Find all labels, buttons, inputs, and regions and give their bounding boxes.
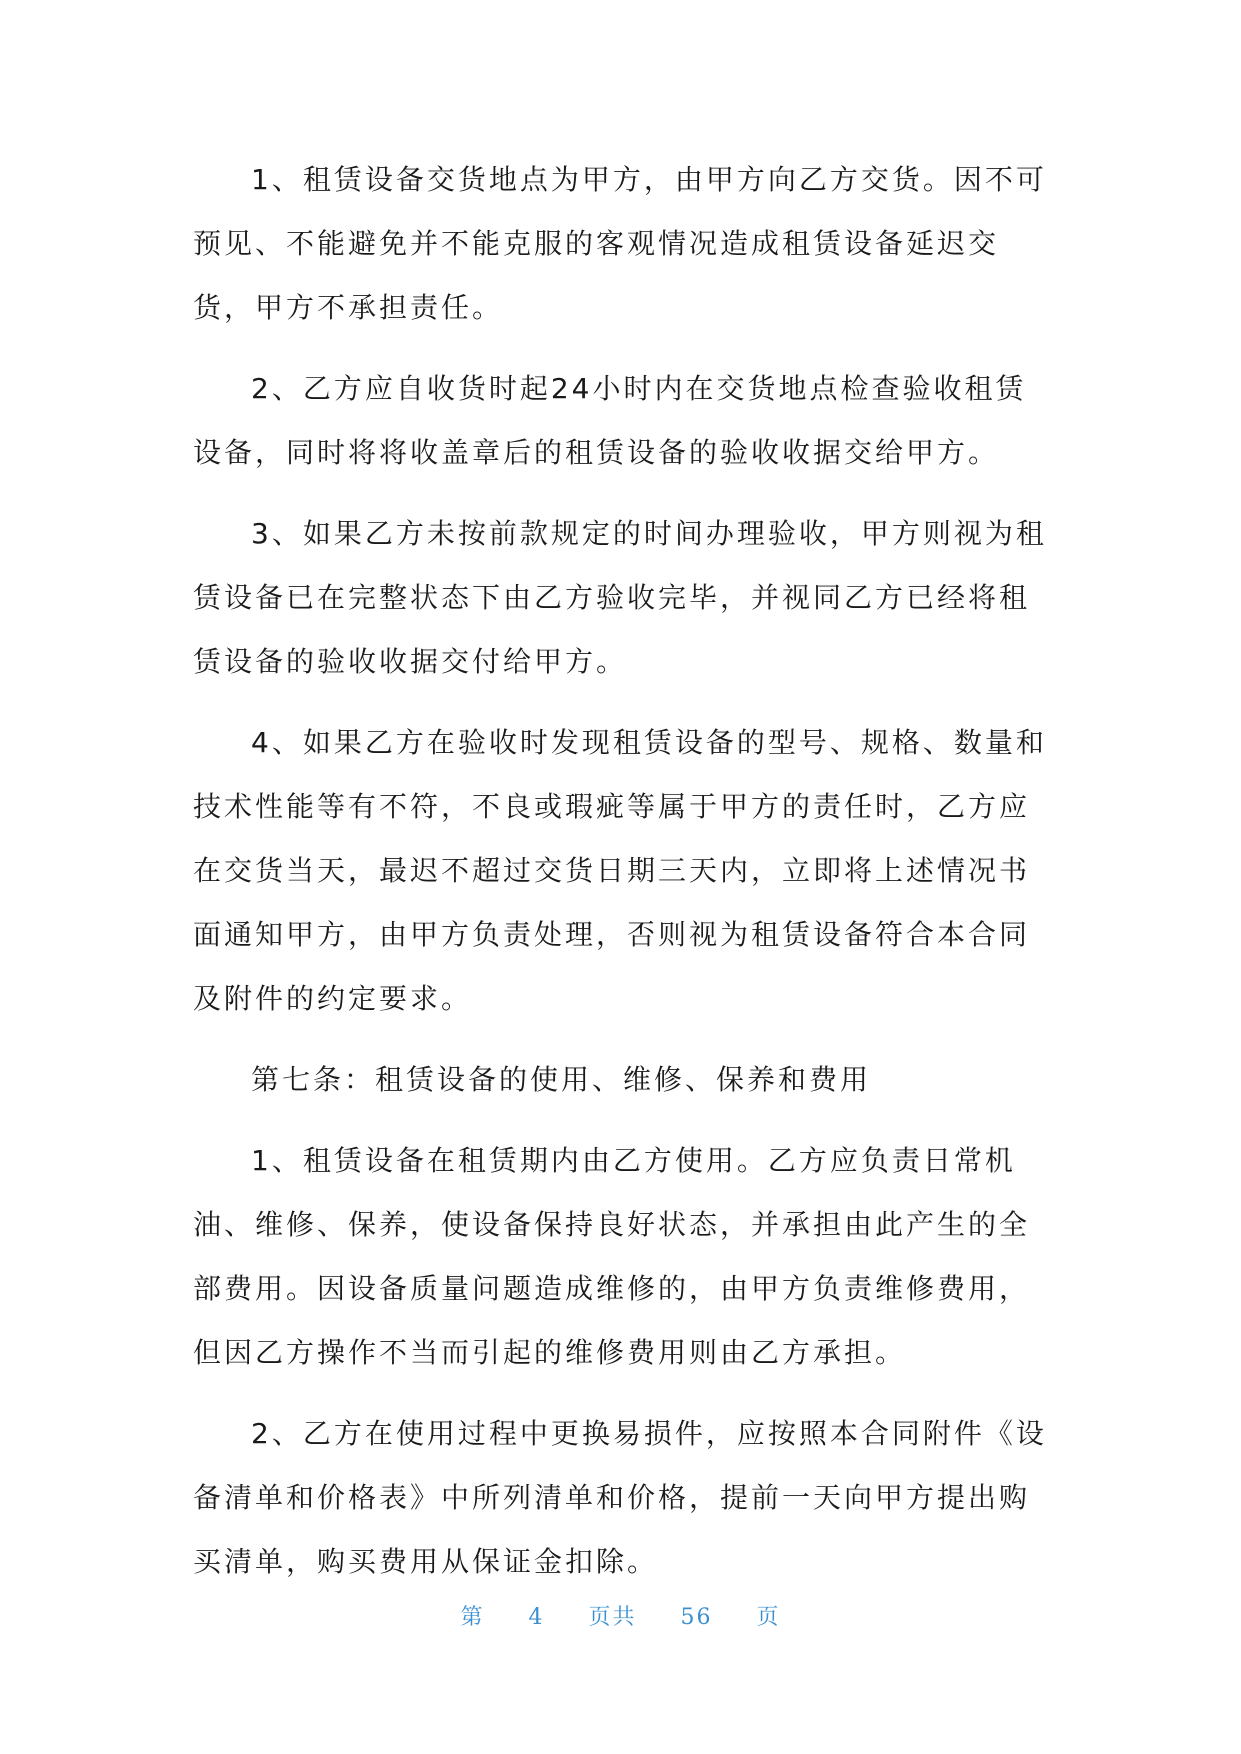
- footer-total-pages: 56: [680, 1605, 713, 1630]
- paragraph-inspection: 2、乙方应自收货时起24小时内在交货地点检查验收租赁设备，同时将将收盖章后的租赁设备的验收收据交给甲方。: [193, 372, 1027, 469]
- paragraph-acceptance: 3、如果乙方未按前款规定的时间办理验收，甲方则视为租赁设备已在完整状态下由乙方验收完毕，并视同乙方已经将租赁设备的验收收据交付给甲方。: [193, 517, 1047, 678]
- paragraph-delivery-location: 1、租赁设备交货地点为甲方，由甲方向乙方交货。因不可预见、不能避免并不能克服的客观情况造成租赁设备延迟交货，甲方不承担责任。: [193, 163, 1047, 324]
- footer-prefix: 第: [460, 1605, 485, 1630]
- footer-suffix: 页: [756, 1605, 781, 1630]
- footer-page-number: 4: [528, 1605, 545, 1630]
- paragraph-defects: 4、如果乙方在验收时发现租赁设备的型号、规格、数量和技术性能等有不符，不良或瑕疵等属于甲方的责任时，乙方应在交货当天，最迟不超过交货日期三天内，立即将上述情况书面通知甲方，由甲方负责处理，否则视为租赁设备符合本合同及附件的约定要求。: [193, 726, 1047, 1015]
- page-footer: [0, 1600, 1241, 1631]
- paragraph-usage-maintenance: 1、租赁设备在租赁期内由乙方使用。乙方应负责日常机油、维修、保养，使设备保持良好状态，并承担由此产生的全部费用。因设备质量问题造成维修的，由甲方负责维修费用，但因乙方操作不当而引起的维修费用则由乙方承担。: [193, 1144, 1031, 1369]
- article-seven-heading: 第七条：租赁设备的使用、维修、保养和费用: [251, 1063, 872, 1096]
- document-body: [193, 148, 1055, 1611]
- footer-middle: 页共: [588, 1605, 637, 1630]
- paragraph-spare-parts: 2、乙方在使用过程中更换易损件，应按照本合同附件《设备清单和价格表》中所列清单和价格，提前一天向甲方提出购买清单，购买费用从保证金扣除。: [193, 1417, 1047, 1578]
